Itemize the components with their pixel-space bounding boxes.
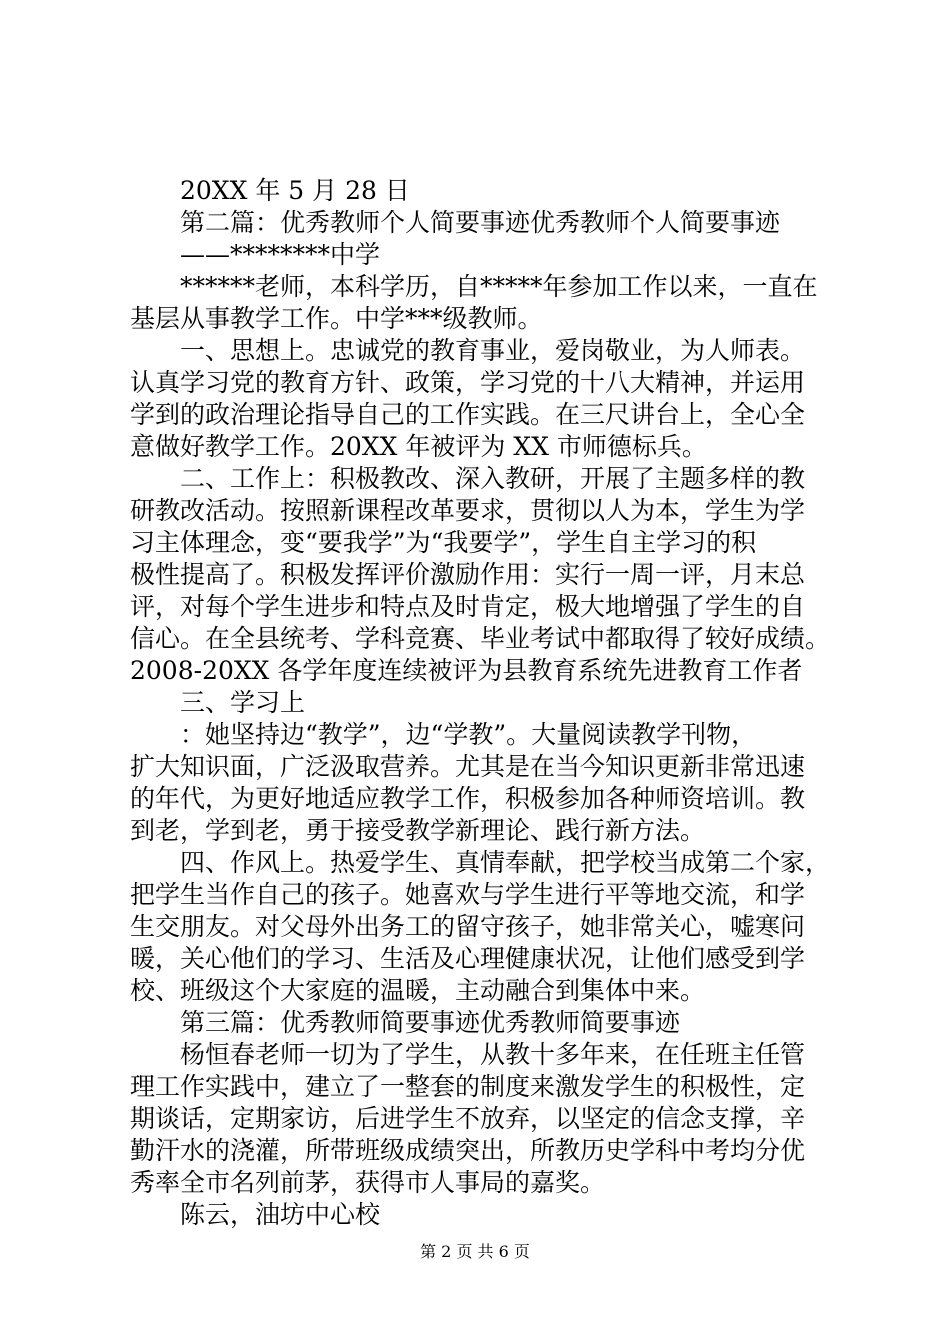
paragraph-line: 的年代，为更好地适应教学工作，积极参加各种师资培训。教: [130, 784, 806, 813]
paragraph-line: 期谈话，定期家访，后进学生不放弃，以坚定的信念支撑，辛: [130, 1104, 806, 1133]
paragraph-line: ******老师，本科学历，自*****年参加工作以来，一直在: [180, 272, 818, 301]
paragraph-line: 二、工作上：积极教改、深入教研，开展了主题多样的教: [180, 464, 806, 493]
paragraph-line: 杨恒春老师一切为了学生，从教十多年来，在任班主任管: [180, 1040, 806, 1069]
paragraph-line: 研教改活动。按照新课程改革要求，贯彻以人为本，学生为学: [130, 496, 806, 525]
paragraph-line: 到老，学到老，勇于接受教学新理论、践行新方法。: [130, 816, 706, 845]
paragraph-line: 习主体理念，变“要我学”为“我要学”，学生自主学习的积: [130, 528, 757, 557]
paragraph-line: 四、作风上。热爱学生、真情奉献，把学校当成第二个家，: [180, 848, 831, 877]
paragraph-line: 一、思想上。忠诚党的教育事业，爱岗敬业，为人师表。: [180, 336, 806, 365]
paragraph-line: 秀率全市名列前茅，获得市人事局的嘉奖。: [130, 1168, 606, 1197]
paragraph-line: 意做好教学工作。20XX 年被评为 XX 市师德标兵。: [130, 432, 707, 461]
school-line: ——********中学: [180, 240, 381, 269]
page-number: 第 2 页 共 6 页: [420, 1242, 530, 1261]
paragraph-line: 校、班级这个大家庭的温暖，主动融合到集体中来。: [130, 976, 706, 1005]
paragraph-line: 认真学习党的教育方针、政策，学习党的十八大精神，并运用: [130, 368, 806, 397]
section-two-heading: 第二篇：优秀教师个人简要事迹优秀教师个人简要事迹: [180, 208, 781, 237]
paragraph-line: 勤汗水的浇灌，所带班级成绩突出，所教历史学科中考均分优: [130, 1136, 806, 1165]
paragraph-line: 暖，关心他们的学习、生活及心理健康状况，让他们感受到学: [130, 944, 806, 973]
section-three-heading: 第三篇：优秀教师简要事迹优秀教师简要事迹: [180, 1008, 681, 1037]
paragraph-line: 学到的政治理论指导自己的工作实践。在三尺讲台上，全心全: [130, 400, 806, 429]
paragraph-line: ：她坚持边“教学”，边“学教”。大量阅读教学刊物，: [180, 720, 757, 749]
paragraph-line: 2008-20XX 各学年度连续被评为县教育系统先进教育工作者: [130, 656, 803, 685]
paragraph-line: 极性提高了。积极发挥评价激励作用：实行一周一评，月末总: [130, 560, 806, 589]
date-line: 20XX 年 5 月 28 日: [180, 176, 410, 205]
paragraph-line: 理工作实践中，建立了一整套的制度来激发学生的积极性，定: [130, 1072, 806, 1101]
paragraph-line: 基层从事教学工作。中学***级教师。: [130, 304, 543, 333]
section-heading: 三、学习上: [180, 688, 306, 717]
paragraph-line: 把学生当作自己的孩子。她喜欢与学生进行平等地交流，和学: [130, 880, 806, 909]
paragraph-line: 扩大知识面，广泛汲取营养。尤其是在当今知识更新非常迅速: [130, 752, 806, 781]
paragraph-line: 评，对每个学生进步和特点及时肯定，极大地增强了学生的自: [130, 592, 806, 621]
paragraph-line: 信心。在全县统考、学科竞赛、毕业考试中都取得了较好成绩。: [130, 624, 831, 653]
paragraph-line: 生交朋友。对父母外出务工的留守孩子，她非常关心，嘘寒问: [130, 912, 806, 941]
paragraph-line: 陈云，油坊中心校: [180, 1200, 381, 1229]
